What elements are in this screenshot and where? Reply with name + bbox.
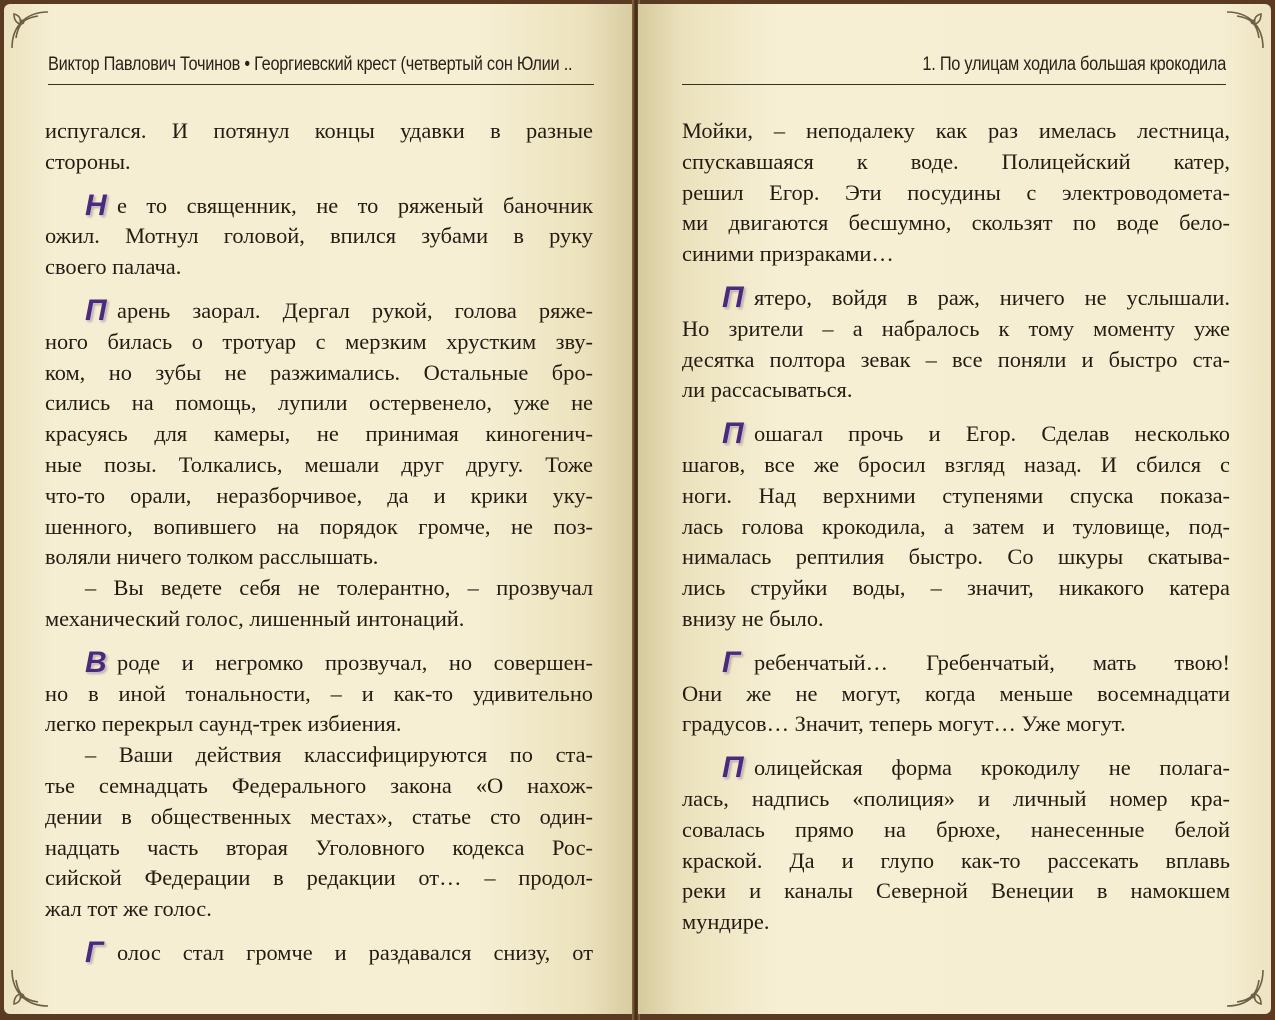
text-line: но в иной тональности, – и как-то удивительно xyxy=(45,680,593,706)
text-line: нималась рептилия быстро. Со шкуры скатыва- xyxy=(682,544,1230,570)
drop-cap: П xyxy=(722,751,744,785)
paragraph-line: П арень заорал. Дергал рукой, голова ряже- xyxy=(85,293,593,327)
text-line: шенного, вопившего на порядок громче, не поз- xyxy=(45,513,593,539)
drop-cap: П xyxy=(85,293,107,327)
text-line: десятка полтора зевак – все поняли и быстро ста- xyxy=(682,346,1230,372)
page-header-author-title: Виктор Павлович Точинов • Георгиевский крест (четвертый сон Юлии .. xyxy=(48,54,594,85)
text-line: Мойки, – неподалеку как раз имелась лестница, xyxy=(682,118,1230,143)
text-line: легко перекрыл саунд-трек избиения. xyxy=(45,711,402,737)
text-line: внизу не было. xyxy=(682,605,824,631)
text-line: жал тот же голос. xyxy=(45,896,212,922)
text-line: механический голос, лишенный интонаций. xyxy=(45,605,465,631)
left-page[interactable] xyxy=(4,4,634,1014)
paragraph-line: В роде и негромко прозвучал, но совершен- xyxy=(85,645,593,679)
corner-ornament-icon xyxy=(8,966,52,1010)
text-line: красуясь для камеры, не принимая киногенич- xyxy=(45,421,593,447)
text-line: шагов, все же бросил взгляд назад. И сбился с xyxy=(682,451,1230,477)
paragraph-line: Н е то священник, не то ряженый баночник xyxy=(85,188,593,222)
drop-cap: Г xyxy=(85,935,104,969)
paragraph-line: П ятеро, войдя в раж, ничего не услышали. xyxy=(722,280,1230,314)
text-line: решил Егор. Эти посудины с электроводомета- xyxy=(682,179,1230,205)
text-line: ного билась о тротуар с мерзким хрустким зву- xyxy=(45,328,593,354)
drop-cap: П xyxy=(722,417,744,451)
text-line: реки и каналы Северной Венеции в намокшем xyxy=(682,878,1230,904)
text-line: стороны. xyxy=(45,148,131,174)
drop-cap: П xyxy=(722,280,744,314)
text-line: – Ваши действия классифицируются по ста- xyxy=(85,742,593,768)
left-page-text xyxy=(45,116,593,969)
text-line: лись струйки воды, – значит, никакого катера xyxy=(682,575,1230,601)
drop-cap: Г xyxy=(722,645,741,679)
paragraph-line: П ошагал прочь и Егор. Сделав несколько xyxy=(722,417,1230,451)
text-line: ожил. Мотнул головой, впился зубами в руку xyxy=(45,223,593,249)
text-line: своего палача. xyxy=(45,254,182,280)
text-line: совалась прямо на брюхе, нанесенные белой xyxy=(682,816,1230,842)
text-line: Но зрители – а набралось к тому моменту уже xyxy=(682,315,1230,341)
corner-ornament-icon xyxy=(8,8,52,52)
paragraph-line: П олицейская форма крокодилу не полага- xyxy=(722,751,1230,785)
text-line: тье семнадцать Федерального закона «О нахож- xyxy=(45,772,593,798)
page-header-chapter-title: 1. По улицам ходила большая крокодила xyxy=(682,54,1226,85)
text-line: градусов… Значит, теперь могут… Уже могут. xyxy=(682,711,1126,737)
drop-cap: Н xyxy=(85,188,107,222)
text-line: краской. Да и глупо как-то рассекать вплавь xyxy=(682,847,1230,873)
text-line: ноги. Над верхними ступенями спуска показа- xyxy=(682,482,1230,508)
corner-ornament-icon xyxy=(1223,966,1267,1010)
text-line: лась, надпись «полиция» и личный номер кра- xyxy=(682,785,1230,811)
text-line: надцать часть вторая Уголовного кодекса Рос- xyxy=(45,834,593,860)
text-line: Они же не могут, когда меньше восемнадцати xyxy=(682,680,1230,706)
corner-ornament-icon xyxy=(1223,8,1267,52)
right-page-text xyxy=(682,116,1230,938)
text-line: что-то орали, неразборчивое, да и крики уку- xyxy=(45,482,593,508)
text-line: синими призраками… xyxy=(682,241,894,267)
text-line: дении в общественных местах», статье сто один- xyxy=(45,803,593,829)
text-line: ми двигаются бесшумно, скользят по воде бело- xyxy=(682,210,1230,236)
drop-cap: В xyxy=(85,645,107,679)
text-line: ные позы. Толкались, мешали друг другу. Тоже xyxy=(45,451,593,477)
text-line: воляли ничего толком расслышать. xyxy=(45,544,379,570)
text-line: испугался. И потянул концы удавки в разные xyxy=(45,118,593,143)
text-line: – Вы ведете себя не толерантно, – прозвучал xyxy=(85,575,593,601)
paragraph-line: Г ребенчатый… Гребенчатый, мать твою! xyxy=(722,645,1230,679)
text-line: ком, но зубы не разжимались. Остальные бро- xyxy=(45,359,593,385)
paragraph-line: Г олос стал громче и раздавался снизу, от xyxy=(85,935,593,969)
text-line: лась голова крокодила, а затем и туловище, под- xyxy=(682,513,1230,539)
text-line: мундире. xyxy=(682,909,770,935)
text-line: ли рассасываться. xyxy=(682,377,853,403)
right-page[interactable] xyxy=(638,4,1271,1014)
text-line: спускавшаяся к воде. Полицейский катер, xyxy=(682,148,1230,174)
text-line: сились на помощь, лупили остервенело, уже не xyxy=(45,390,593,416)
text-line: сийской Федерации в редакции от… – продол- xyxy=(45,865,593,891)
